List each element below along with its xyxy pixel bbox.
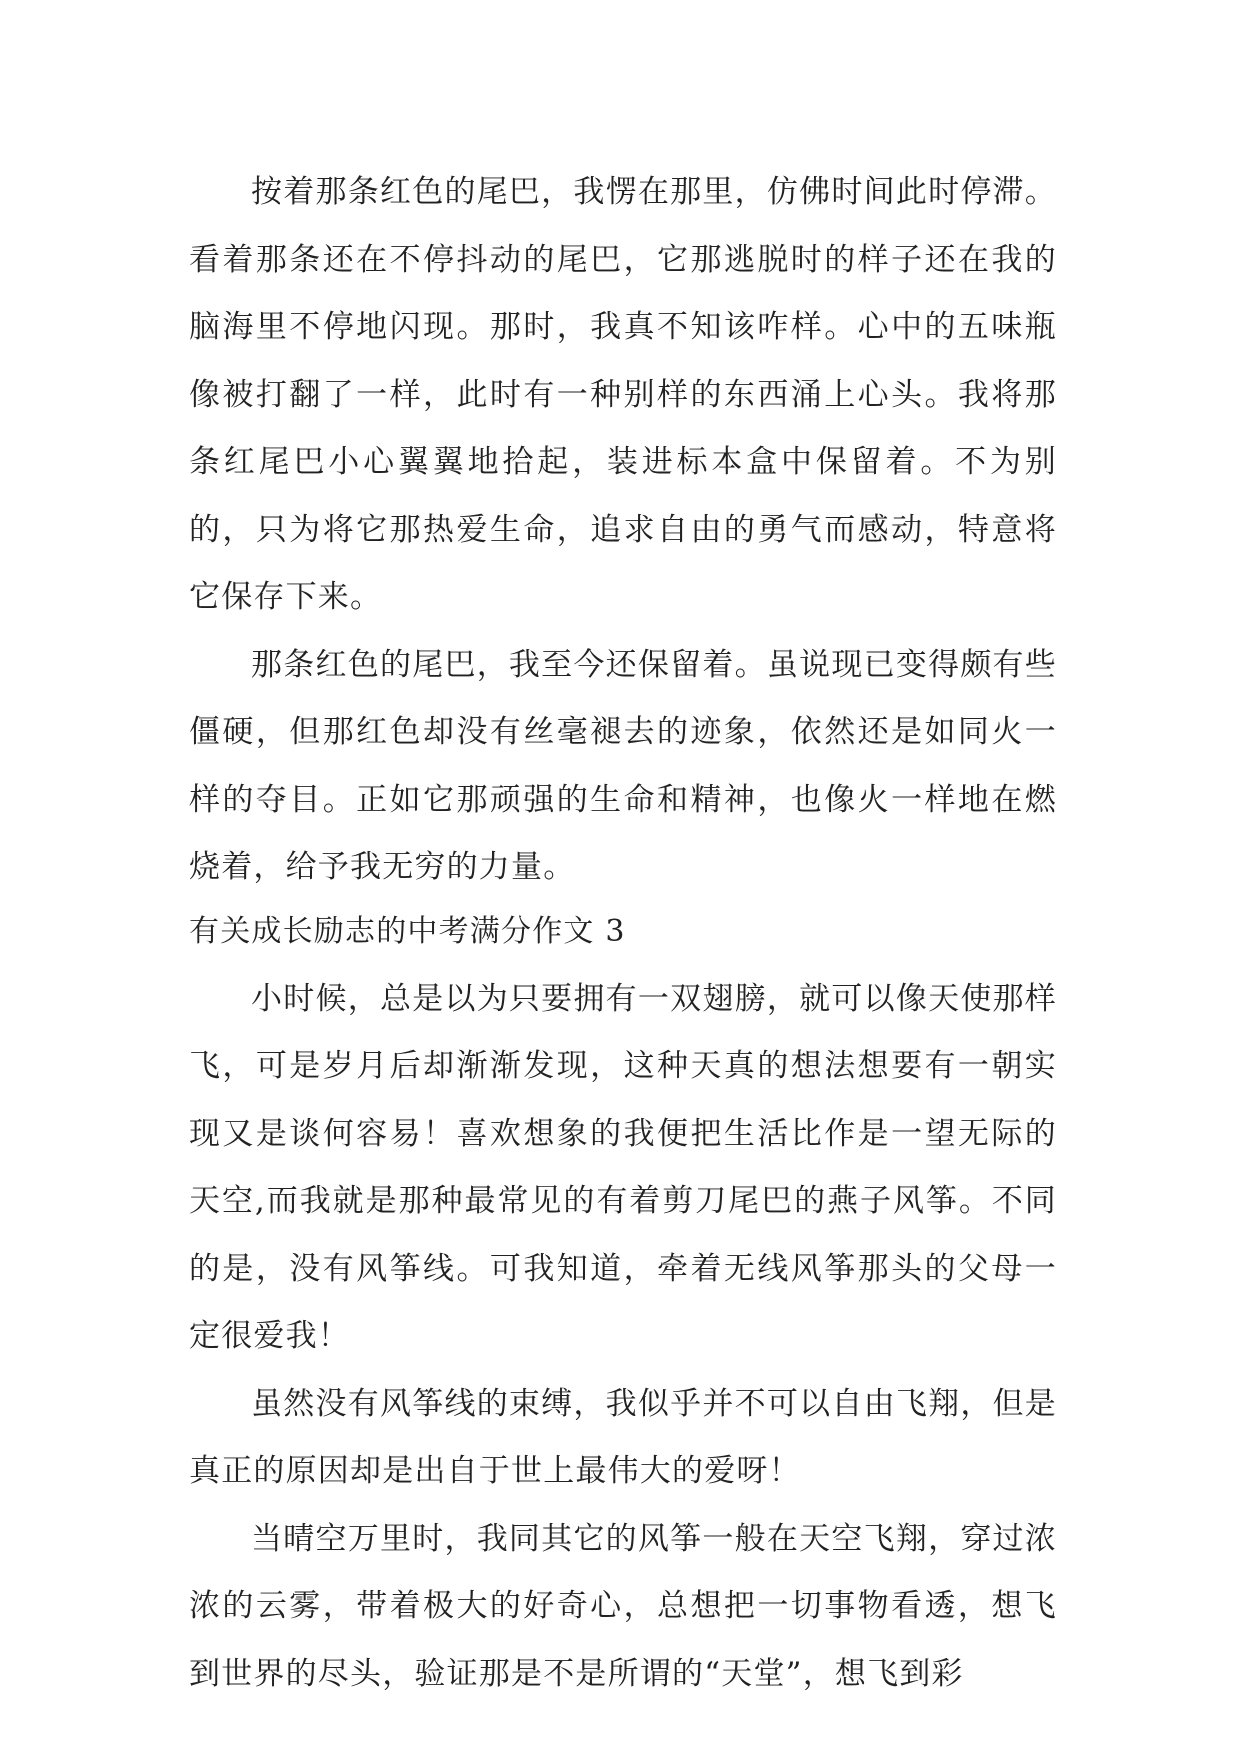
paragraph: 那条红色的尾巴，我至今还保留着。虽说现已变得颇有些僵硬，但那红色却没有丝毫褪去的迹象，依然还是如同火一样的夺目。正如它那顽强的生命和精神，也像火一样地在燃烧着，给予我无穷的力量。 — [189, 646, 1057, 885]
paragraph: 小时候，总是以为只要拥有一双翅膀，就可以像天使那样飞，可是岁月后却渐渐发现，这种天真的想法想要有一朝实现又是谈何容易！喜欢想象的我便把生活比作是一望无际的天空,而我就是那种最常见的有着剪刀尾巴的燕子风筝。不同的是，没有风筝线。可我知道，牵着无线风筝那头的父母一定很爱我！ — [189, 980, 1057, 1354]
essay-section-3 — [189, 898, 1057, 1708]
paragraph: 当晴空万里时，我同其它的风筝一般在天空飞翔，穿过浓浓的云雾，带着极大的好奇心，总想把一切事物看透，想飞到世界的尽头，验证那是不是所谓的“天堂”，想飞到彩 — [189, 1520, 1057, 1692]
paragraph: 虽然没有风筝线的束缚，我似乎并不可以自由飞翔，但是真正的原因却是出自于世上最伟大的爱呀！ — [189, 1385, 1057, 1489]
essay-title: 有关成长励志的中考满分作文 3 — [189, 914, 626, 949]
essay-section-continued — [189, 159, 1057, 902]
paragraph: 按着那条红色的尾巴，我愣在那里，仿佛时间此时停滞。看着那条还在不停抖动的尾巴，它那逃脱时的样子还在我的脑海里不停地闪现。那时，我真不知该咋样。心中的五味瓶像被打翻了一样，此时有一种别样的东西涌上心头。我将那条红尾巴小心翼翼地拾起，装进标本盒中保留着。不为别的，只为将它那热爱生命，追求自由的勇气而感动，特意将它保存下来。 — [189, 174, 1057, 615]
